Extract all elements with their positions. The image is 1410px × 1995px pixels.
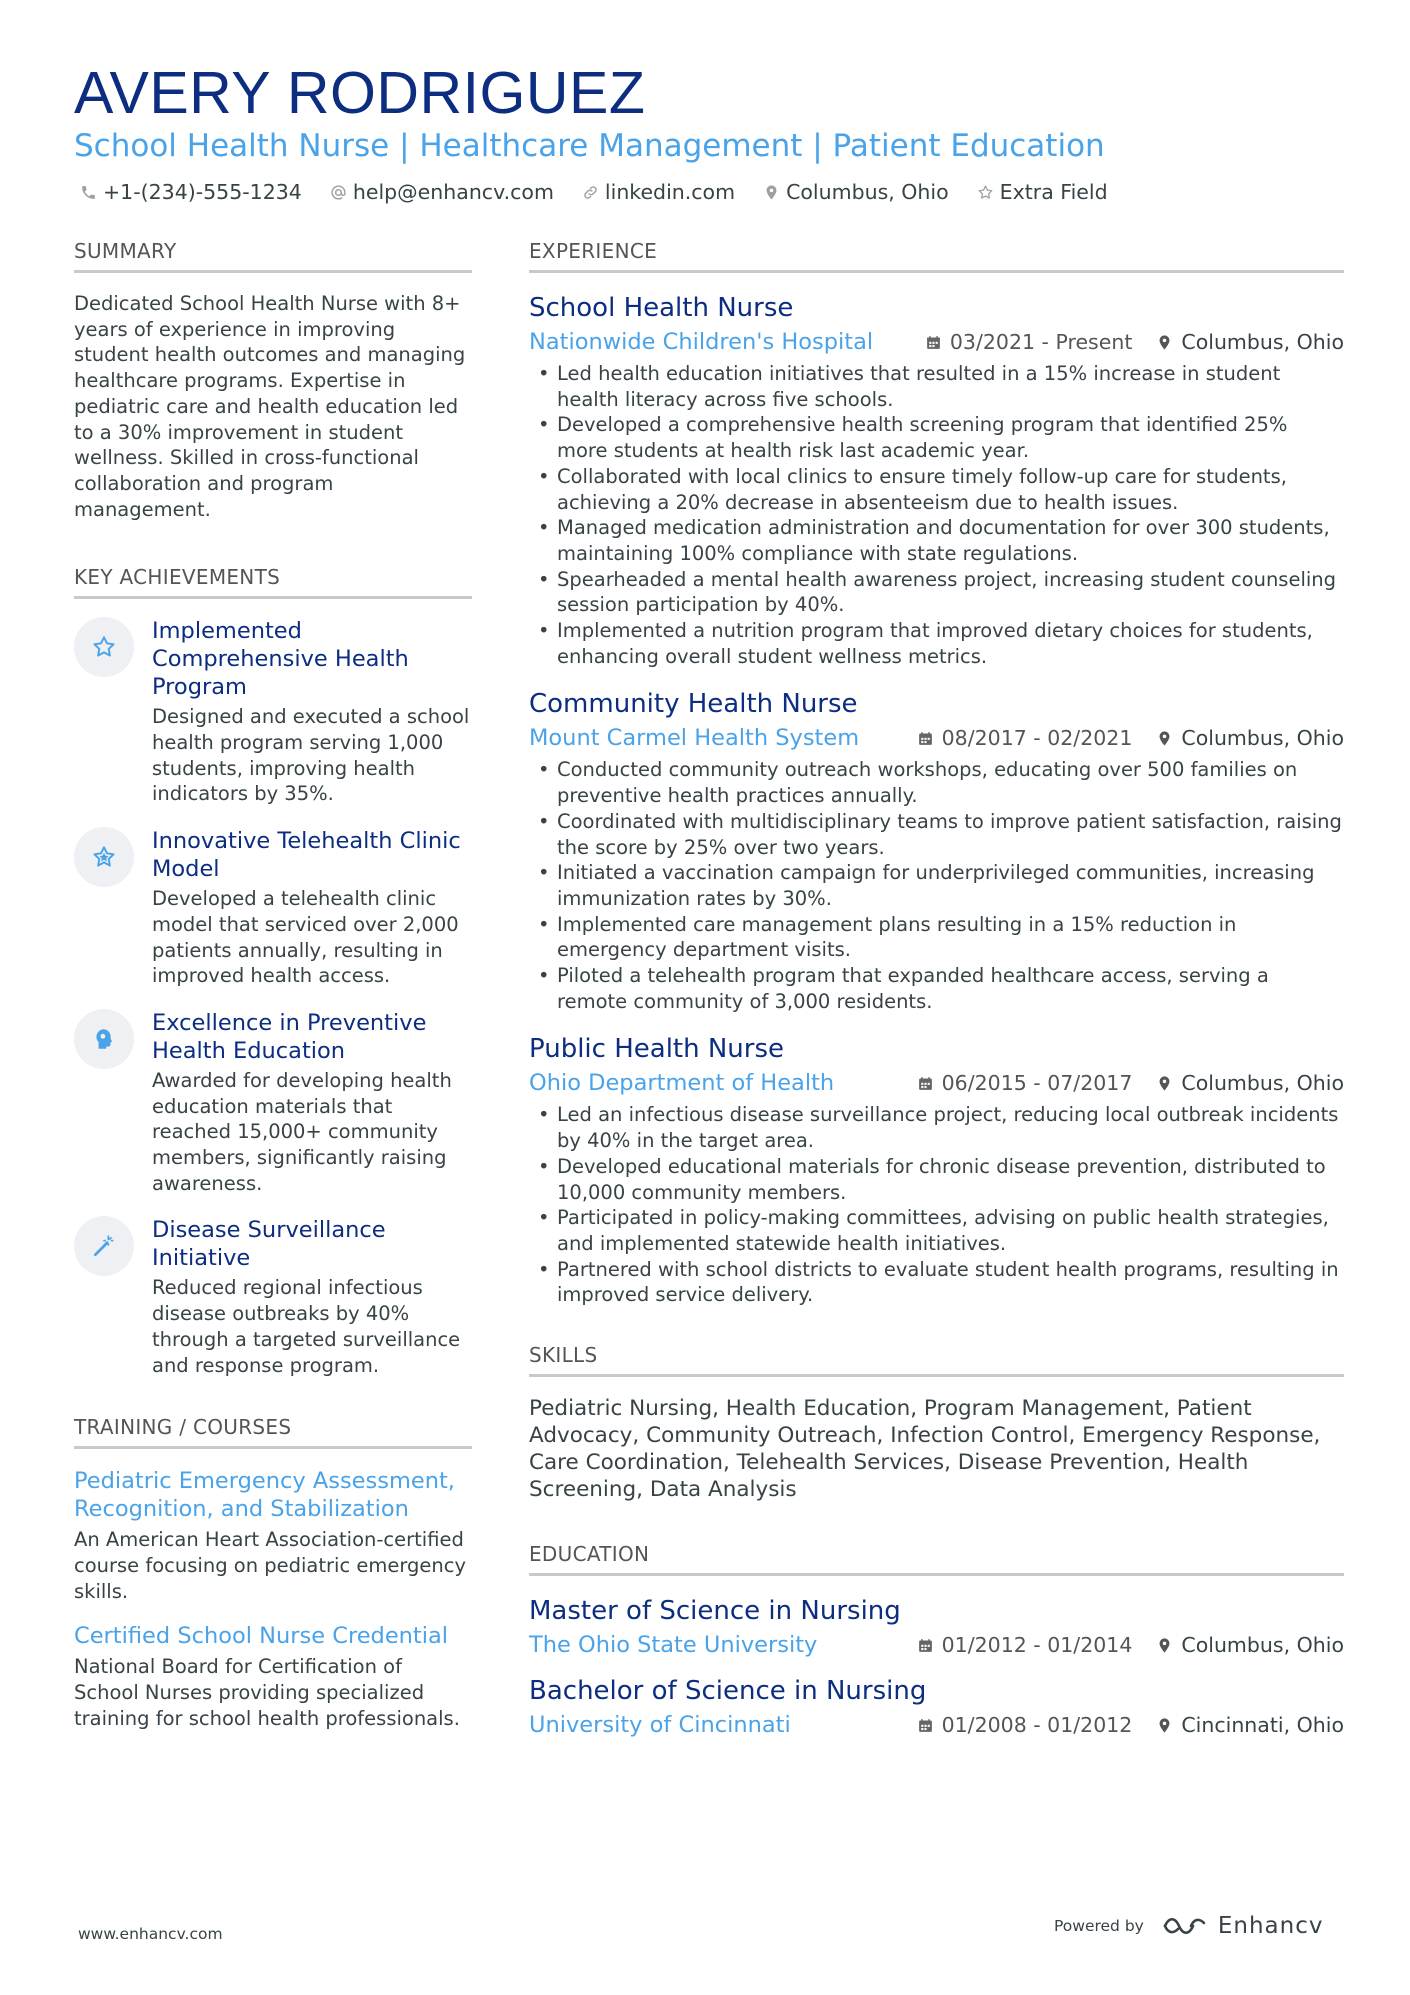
star-outline-icon — [91, 634, 117, 660]
contact-email[interactable] — [330, 178, 554, 206]
section-title-training: TRAINING / COURSES — [74, 1414, 472, 1449]
brand-name: Enhancv — [1217, 1913, 1324, 1939]
list-item: • Implemented care management plans resulting in a 15% reduction in emergency department visits. — [557, 912, 1344, 963]
education-entry — [529, 1594, 1344, 1660]
achievement-title: Innovative Telehealth Clinic Model — [152, 828, 461, 883]
left-column — [74, 238, 472, 1750]
job-entry — [529, 1032, 1344, 1308]
location-icon — [763, 184, 780, 201]
extra-text: Extra Field — [999, 180, 1108, 204]
job-title: School Health Nurse — [529, 293, 794, 323]
location-icon — [1156, 1717, 1173, 1734]
achievement-title: Implemented Comprehensive Health Program — [152, 618, 409, 701]
phone-text: +1-(234)-555-1234 — [103, 180, 302, 204]
achievement-title: Excellence in Preventive Health Education — [152, 1009, 427, 1064]
education-location: Columbus, Ohio — [1181, 1633, 1344, 1658]
contact-phone[interactable] — [80, 178, 302, 206]
job-dates: 08/2017 - 02/2021 — [941, 726, 1133, 751]
list-item: • Initiated a vaccination campaign for underprivileged communities, increasing immunization rates by 30%. — [557, 860, 1344, 911]
list-item: • Conducted community outreach workshops, educating over 500 families on preventive health practices annually. — [557, 757, 1344, 808]
course-desc: National Board for Certification of School Nurses providing specialized training for school health professionals. — [74, 1655, 460, 1730]
course-desc: An American Heart Association-certified course focusing on pediatric emergency skills. — [74, 1528, 467, 1603]
experience-section — [529, 238, 1344, 1308]
contact-linkedin[interactable] — [582, 178, 735, 206]
footer-website[interactable]: www.enhancv.com — [78, 1925, 223, 1943]
job-location: Columbus, Ohio — [1181, 726, 1344, 751]
list-item: • Developed a comprehensive health screening program that identified 25% more students at health risk last academic year. — [557, 412, 1344, 463]
achievement-icon-wrap — [74, 827, 134, 887]
location-icon — [1156, 730, 1173, 747]
magic-wand-icon — [91, 1233, 117, 1259]
linkedin-text: linkedin.com — [604, 180, 736, 204]
job-bullets — [529, 361, 1344, 669]
list-item: • Led an infectious disease surveillance project, reducing local outbreak incidents by 40% in the target area. — [557, 1102, 1344, 1153]
section-title-education: EDUCATION — [529, 1541, 1344, 1576]
education-dates: 01/2008 - 01/2012 — [941, 1713, 1133, 1738]
skills-section — [529, 1342, 1344, 1503]
job-dates: 06/2015 - 07/2017 — [941, 1071, 1133, 1096]
achievement-desc: Designed and executed a school health program serving 1,000 students, improving health indicators by 35%. — [152, 705, 470, 806]
achievements-section — [74, 564, 472, 1378]
section-title-skills: SKILLS — [529, 1342, 1344, 1377]
section-title-summary: SUMMARY — [74, 238, 472, 273]
section-title-achievements: KEY ACHIEVEMENTS — [74, 564, 472, 599]
candidate-name: AVERY RODRIGUEZ — [74, 60, 646, 126]
calendar-icon — [917, 1637, 934, 1654]
achievement-title: Disease Surveillance Initiative — [152, 1217, 386, 1272]
achievement-desc: Reduced regional infectious disease outbreaks by 40% through a targeted surveillance and response program. — [152, 1276, 461, 1377]
list-item: • Spearheaded a mental health awareness project, increasing student counseling session participation by 40%. — [557, 567, 1344, 618]
job-entry — [529, 291, 1344, 669]
list-item: • Coordinated with multidisciplinary teams to improve patient satisfaction, raising the score by 25% over two years. — [557, 809, 1344, 860]
contact-bar — [80, 178, 1108, 206]
job-entry — [529, 687, 1344, 1014]
job-dates: 03/2021 - Present — [949, 330, 1133, 354]
powered-by-label: Powered by — [1054, 1917, 1144, 1935]
list-item: • Developed educational materials for chronic disease prevention, distributed to 10,000 community members. — [557, 1154, 1344, 1205]
location-icon — [1156, 1637, 1173, 1654]
list-item: • Led health education initiatives that resulted in a 15% increase in student health literacy across five schools. — [557, 361, 1344, 412]
achievement-desc: Developed a telehealth clinic model that serviced over 2,000 patients annually, resulting in improved health access. — [152, 887, 459, 988]
list-item: • Implemented a nutrition program that improved dietary choices for students, enhancing overall student wellness metrics. — [557, 618, 1344, 669]
summary-section — [74, 238, 472, 522]
degree-title: Bachelor of Science in Nursing — [529, 1676, 927, 1707]
education-section — [529, 1541, 1344, 1740]
achievement-icon-wrap — [74, 617, 134, 677]
company-name: Nationwide Children's Hospital — [529, 329, 874, 355]
job-bullets — [529, 1102, 1344, 1308]
education-location: Cincinnati, Ohio — [1181, 1713, 1344, 1738]
list-item: • Collaborated with local clinics to ensure timely follow-up care for students, achieving a 20% decrease in absenteeism due to health issues. — [557, 464, 1344, 515]
location-text: Columbus, Ohio — [786, 180, 949, 204]
job-title: Community Health Nurse — [529, 689, 858, 720]
headline: School Health Nurse | Healthcare Management | Patient Education — [74, 128, 1105, 164]
course-title: Pediatric Emergency Assessment, Recognition, and Stabilization — [74, 1468, 455, 1523]
right-column — [529, 238, 1344, 1754]
link-icon — [582, 184, 599, 201]
achievement-desc: Awarded for developing health education materials that reached 15,000+ community members, significantly raising awareness. — [152, 1068, 452, 1195]
location-icon — [1156, 334, 1173, 351]
contact-location — [763, 178, 949, 206]
list-item: • Piloted a telehealth program that expanded healthcare access, serving a remote community of 3,000 residents. — [557, 963, 1344, 1014]
education-entry — [529, 1674, 1344, 1740]
job-location: Columbus, Ohio — [1181, 1071, 1344, 1096]
achievement-item — [74, 1216, 472, 1378]
course-title: Certified School Nurse Credential — [74, 1623, 449, 1650]
enhancv-logo-icon — [1162, 1914, 1208, 1938]
school-name: University of Cincinnati — [529, 1712, 791, 1739]
star-badge-icon — [91, 844, 117, 870]
achievement-item — [74, 827, 472, 989]
brand-logo[interactable] — [1162, 1913, 1324, 1939]
company-name: Ohio Department of Health — [529, 1070, 835, 1097]
calendar-icon — [917, 1075, 934, 1092]
footer-powered-by — [1054, 1913, 1323, 1939]
achievement-icon-wrap — [74, 1009, 134, 1069]
summary-text: Dedicated School Health Nurse with 8+ years of experience in improving student health outcomes and managing healthcare programs. Expertise in pediatric care and health education led to a 30% improvement in student wellness. Skilled in cross-functional collaboration and program management. — [74, 292, 466, 521]
school-name: The Ohio State University — [529, 1632, 818, 1659]
calendar-icon — [917, 1717, 934, 1734]
location-icon — [1156, 1075, 1173, 1092]
head-brain-icon — [91, 1026, 117, 1052]
job-location: Columbus, Ohio — [1181, 330, 1344, 354]
calendar-icon — [925, 334, 942, 351]
achievement-item — [74, 617, 472, 807]
list-item: • Partnered with school districts to evaluate student health programs, resulting in improved service delivery. — [557, 1257, 1344, 1308]
star-icon — [977, 184, 994, 201]
job-title: Public Health Nurse — [529, 1034, 785, 1065]
list-item: • Participated in policy-making committees, advising on public health strategies, and implemented statewide health initiatives. — [557, 1205, 1344, 1256]
degree-title: Master of Science in Nursing — [529, 1596, 901, 1627]
list-item: • Managed medication administration and documentation for over 300 students, maintaining 100% compliance with state regulations. — [557, 515, 1344, 566]
calendar-icon — [917, 730, 934, 747]
phone-icon — [80, 184, 97, 201]
achievement-item — [74, 1009, 472, 1197]
section-title-experience: EXPERIENCE — [529, 238, 1344, 273]
email-text: help@enhancv.com — [352, 180, 554, 204]
at-icon — [330, 184, 347, 201]
training-section — [74, 1414, 472, 1731]
company-name: Mount Carmel Health System — [529, 725, 860, 752]
education-dates: 01/2012 - 01/2014 — [941, 1633, 1133, 1658]
achievement-icon-wrap — [74, 1216, 134, 1276]
skills-text: Pediatric Nursing, Health Education, Program Management, Patient Advocacy, Community Outreach, Infection Control, Emergency Response, Care Coordination, Telehealth Services, Disease Prevention, Health Screening, Data Analysis — [529, 1396, 1321, 1503]
contact-extra — [977, 178, 1108, 206]
job-bullets — [529, 757, 1344, 1014]
